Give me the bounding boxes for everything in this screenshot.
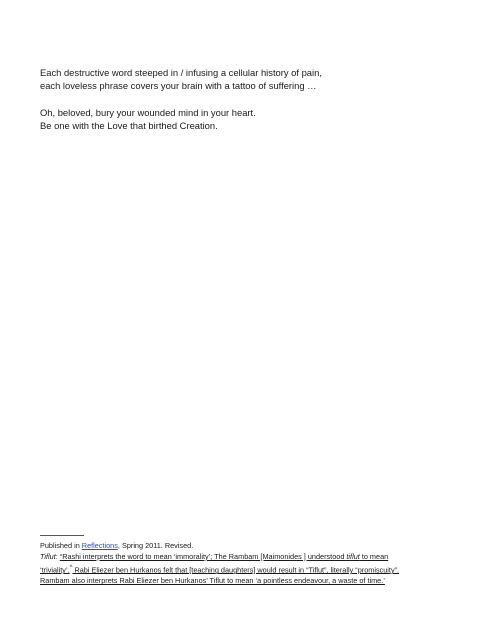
- publication-prefix: Published in: [40, 541, 82, 550]
- publication-suffix: , Spring 2011. Revised.: [117, 541, 194, 550]
- tiflut-quote-part[interactable]: Rambam also interprets Rabi Eliezer ben Hurkanos’ Tiflut to mean ‘a pointless endeavour, a waste of time.’: [40, 576, 385, 586]
- tiflut-term: Tiflut: [40, 552, 56, 561]
- tiflut-colon: :: [55, 552, 60, 561]
- footnote-separator: [40, 535, 84, 536]
- poem-line: Each destructive word steeped in / infusing a cellular history of pain,: [40, 67, 322, 78]
- tiflut-quote-part[interactable]: to mean: [359, 552, 389, 561]
- stanza-break: [40, 93, 460, 106]
- reference-marker[interactable]: ^: [69, 564, 73, 571]
- footnotes: [40, 540, 460, 586]
- tiflut-note-line-2: [40, 562, 460, 575]
- tiflut-quote-italic[interactable]: tiflut: [346, 552, 360, 561]
- tiflut-note-line-3: [40, 575, 460, 586]
- tiflut-quote-part[interactable]: “Rashi interprets the word to mean ‘immorality’; The Rambam [Maimonides ] understood: [59, 552, 347, 561]
- reflections-link[interactable]: Reflections: [81, 541, 118, 550]
- tiflut-note-line-1: [40, 551, 460, 562]
- poem-body: [40, 66, 460, 133]
- poem-line: Oh, beloved, bury your wounded mind in your heart.: [40, 106, 256, 118]
- publication-note: [40, 540, 460, 551]
- tiflut-quote-part[interactable]: ‘triviality’.: [40, 565, 70, 575]
- poem-line: Be one with the Love that birthed Creation.: [40, 120, 218, 132]
- poem-line: each loveless phrase covers your brain with a tattoo of suffering …: [40, 80, 317, 92]
- tiflut-quote-part[interactable]: Rabi Eliezer ben Hurkanos felt that [teaching daughters] would result in “Tiflut”, literally “promiscuity”.: [72, 565, 400, 575]
